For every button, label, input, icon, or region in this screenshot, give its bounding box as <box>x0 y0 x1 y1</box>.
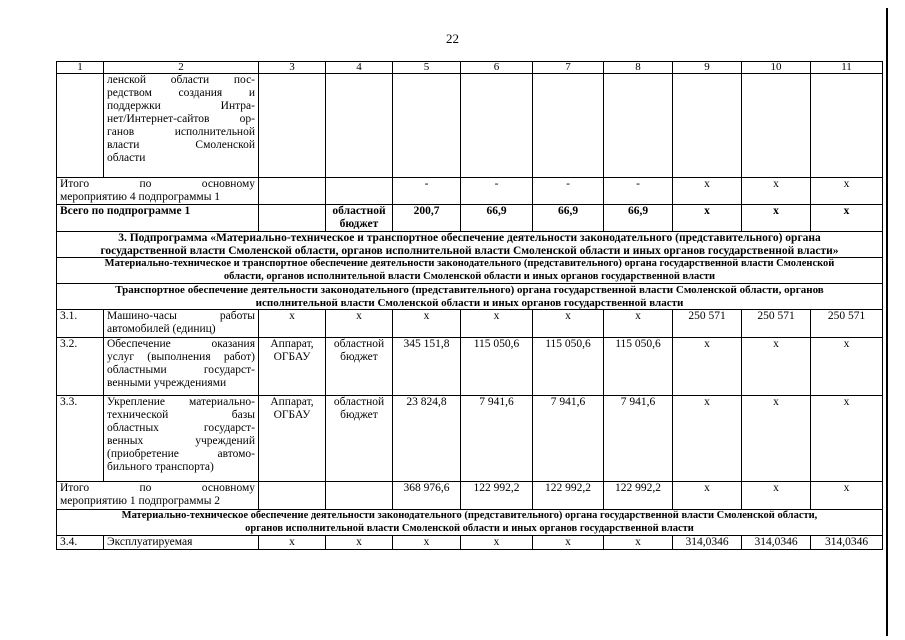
col-header-2: 2 <box>104 62 259 74</box>
subsection-b-header: Транспортное обеспечение деятельности законодательного (представительного) органа государственной власти Смоленской области, органов исполнительной власти Смоленской области и иных органов государственной власти <box>57 284 883 310</box>
program-table <box>56 61 883 550</box>
table-row-3-2: 3.2. Обеспечение оказания услуг (выполнения работ) областными государст- венными учреждениями Аппарат, ОГБАУ областной бюджет 345 151,8 115 050,6 115 050,6 115 050,6 х х х <box>57 338 883 396</box>
col-header-7: 7 <box>533 62 604 74</box>
subsection-c-header: Материально-техническое обеспечение деятельности законодательного (представительного) органа государственной власти Смоленской области, органов исполнительной власти Смоленской области и иных органов государственной власти <box>57 510 883 536</box>
vsego-1-source: областной бюджет <box>326 205 393 232</box>
right-margin-rule <box>886 8 888 636</box>
table-row-3-1: 3.1. Машино-часы работы автомобилей (единиц) х х х х х х 250 571 250 571 250 571 <box>57 310 883 338</box>
col-header-11: 11 <box>811 62 883 74</box>
subsection-a-header: Материально-техническое и транспортное обеспечение деятельности законодательного (представительного) органа государственной власти Смоленской области, органов исполнительной власти Смоленской области и иных органов государственной власти <box>57 258 883 284</box>
col-header-1: 1 <box>57 62 104 74</box>
row-3-3-source: областной бюджет <box>326 396 393 482</box>
row-3-2-source: областной бюджет <box>326 338 393 396</box>
column-number-row <box>57 62 883 74</box>
col-header-5: 5 <box>393 62 461 74</box>
col-header-4: 4 <box>326 62 393 74</box>
row-3-3-executor: Аппарат, ОГБАУ <box>259 396 326 482</box>
col-header-9: 9 <box>673 62 742 74</box>
section-3-header: 3. Подпрограмма «Материально-техническое и транспортное обеспечение деятельности законодательного (представительного) органа государственной власти Смоленской области, органов исполнительной власти Смоленской области и иных органов государственной власти» <box>57 232 883 258</box>
row-3-3-name: Укрепление материально- технической базы областных государст- венных учреждений (приобретение автомо- бильного транспорта) <box>104 396 259 482</box>
table-row-vsego-1: Всего по подпрограмме 1 областной бюджет 200,7 66,9 66,9 66,9 х х х <box>57 205 883 232</box>
table-row-3-4: 3.4. Эксплуатируемая х х х х х х 314,0346 314,0346 314,0346 <box>57 536 883 550</box>
page-number: 22 <box>446 31 459 46</box>
row-3-4-name: Эксплуатируемая <box>104 536 259 550</box>
col-header-3: 3 <box>259 62 326 74</box>
vsego-1-label: Всего по подпрограмме 1 <box>57 205 259 232</box>
table-row-continued <box>57 74 883 178</box>
table-row-3-3: 3.3. Укрепление материально- технической базы областных государст- венных учреждений (приобретение автомо- бильного транспорта) Аппарат, ОГБАУ областной бюджет 23 824,8 7 941,6 7 941,6 7 941,6 х х х <box>57 396 883 482</box>
cell-continued-text: ленской области пос- редством создания и поддержки Интра- нет/Интернет-сайтов ор- ганов исполнительной власти Смоленской области <box>104 74 259 178</box>
itogo-4-label: Итого по основному мероприятию 4 подпрограммы 1 <box>57 178 259 205</box>
col-header-10: 10 <box>742 62 811 74</box>
col-header-8: 8 <box>604 62 673 74</box>
table-row-itogo-2: Итого по основному мероприятию 1 подпрограммы 2 368 976,6 122 992,2 122 992,2 122 992,2 х х х <box>57 482 883 510</box>
itogo-2-label: Итого по основному мероприятию 1 подпрограммы 2 <box>57 482 259 510</box>
row-3-2-executor: Аппарат, ОГБАУ <box>259 338 326 396</box>
col-header-6: 6 <box>461 62 533 74</box>
table-row-itogo-4: Итого по основному мероприятию 4 подпрограммы 1 - - - - х х х <box>57 178 883 205</box>
row-3-2-name: Обеспечение оказания услуг (выполнения работ) областными государст- венными учреждениями <box>104 338 259 396</box>
row-3-1-name: Машино-часы работы автомобилей (единиц) <box>104 310 259 338</box>
